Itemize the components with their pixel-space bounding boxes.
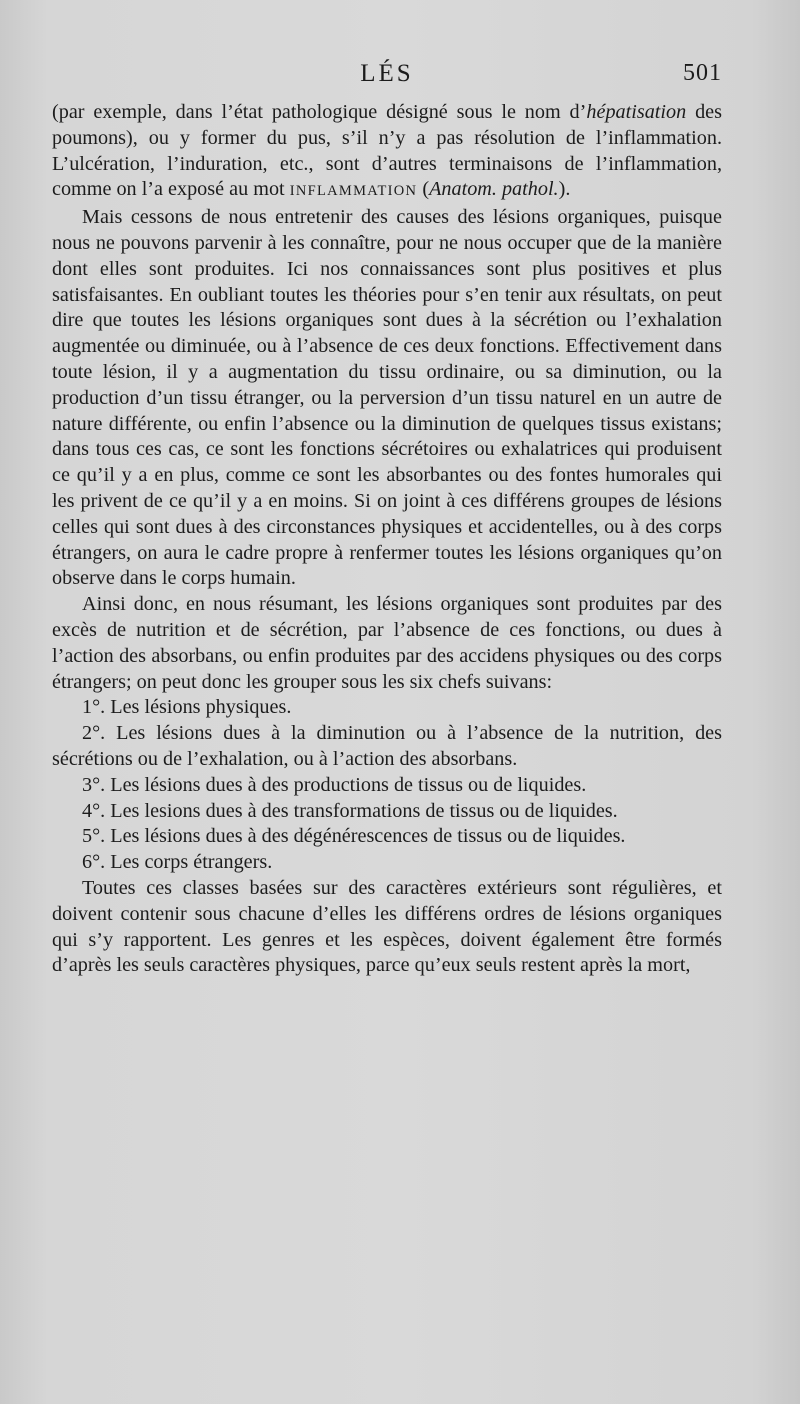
paragraph-1-text-b: des poumons), ou y former du pus, s’il n’y a pas résolution de l’inflammation. L’ulcération, l’induration, etc., sont d’autres terminaisons de l’inflammation, comme on l’a exposé au mot — [52, 101, 722, 201]
list-item: 2°. Les lésions dues à la diminution ou à l’absence de la nutrition, des sécrétions ou de l’exhalation, ou à l’action des absorbans. — [52, 722, 722, 770]
page-number: 501 — [683, 60, 722, 86]
paragraph-1-text-a: (par exemple, dans l’état pathologique désigné sous le nom d’ — [52, 101, 587, 123]
paragraph-2: Mais cessons de nous entretenir des causes des lésions organiques, puisque nous ne pouvons parvenir à les connaître, pour ne nous occuper que de la manière dont elles sont produites. Ici nos connaissances sont plus positives et plus satisfaisantes. En oubliant toutes les théories pour s’en tenir aux résultats, on peut dire que toutes les lésions organiques sont dues à la sécrétion ou l’exhalation augmentée ou diminuée, ou à l’absence de ces deux fonctions. Effectivement dans toute lésion, il y a augmentation du tissu ordinaire, ou sa diminution, ou la production d’un tissu étranger, ou la perversion d’un tissu naturel en un autre de nature différente, ou enfin l’absence ou la diminution de quelques tissus existans; dans tous ces cas, ce sont les fonctions sécrétoires ou exhalatrices qui produisent ce qu’il y a en plus, comme ce sont les absorbantes ou des fontes humorales qui les privent de ce qu’il y a en moins. Si on joint à ces différens groupes de lésions celles qui sont dues à des circonstances physiques et accidentelles, ou à des corps étrangers, on aura le cadre propre à renfermer toutes les lésions organiques qu’on observe dans le corps humain. — [52, 206, 722, 590]
paragraph-1-italic-term: hépatisation — [586, 101, 687, 123]
list-item: 4°. Les lesions dues à des transformations de tissus ou de liquides. — [82, 799, 618, 822]
paragraph-3: Ainsi donc, en nous résumant, les lésions organiques sont produites par des excès de nutrition et de sécrétion, par l’absence de ces fonctions, ou dues à l’action des absorbans, ou enfin produites par des accidens physiques ou des corps étrangers; on peut donc les grouper sous les six chefs suivans: — [52, 593, 722, 693]
list-item: 1°. Les lésions physiques. — [82, 696, 292, 719]
paragraph-1-text-d: ). — [558, 178, 571, 201]
paragraph-1-text-c: ( — [417, 178, 430, 201]
running-head: LÉS — [360, 60, 414, 87]
paragraph-1 — [52, 100, 722, 205]
page-header — [52, 60, 722, 94]
cross-reference-term: INFLAMMATION — [289, 183, 418, 200]
list-item: 5°. Les lésions dues à des dégénérescences de tissus ou de liquides. — [82, 825, 626, 848]
page-body — [52, 100, 722, 979]
paragraph-4: Toutes ces classes basées sur des caractères extérieurs sont régulières, et doivent contenir sous chacune d’elles les différens ordres de lésions organiques qui s’y rapportent. Les genres et les espèces, doivent également être formés d’après les seuls caractères physiques, parce qu’eux seuls restent après la mort, — [52, 876, 722, 977]
list-item: 6°. Les corps étrangers. — [82, 851, 273, 874]
cross-reference-section: Anatom. pathol. — [429, 178, 559, 201]
list-item: 3°. Les lésions dues à des productions de tissus ou de liquides. — [82, 773, 587, 796]
